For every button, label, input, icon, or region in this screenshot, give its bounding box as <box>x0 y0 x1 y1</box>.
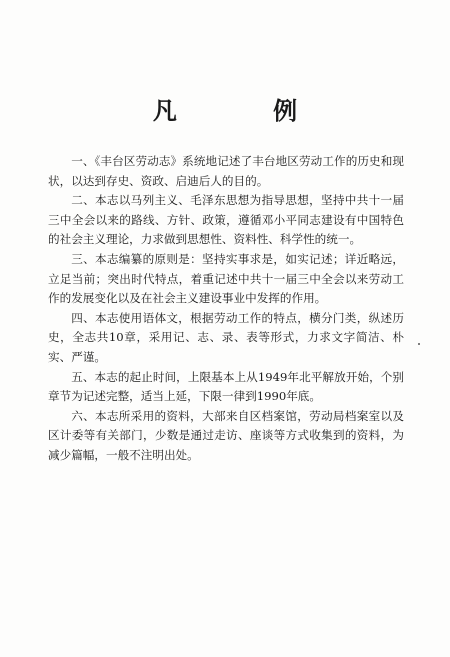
paragraph-2: 二、本志以马列主义、毛泽东思想为指导思想，坚持中共十一届三中全会以来的路线、方针、政策，遵循邓小平同志建设有中国特色的社会主义理论，力求做到思想性、资料性、科学性的统一。 <box>48 193 404 247</box>
scan-speck <box>418 343 420 345</box>
page-title: 凡 例 <box>152 96 342 125</box>
paragraph-3: 三、本志编纂的原则是：坚持实事求是，如实记述；详近略远，立足当前；突出时代特点，着重记述中共十一届三中全会以来劳动工作的发展变化以及在社会主义建设事业中发挥的作用。 <box>48 251 404 306</box>
paragraph-6: 六、本志所采用的资料，大部来自区档案馆，劳动局档案室以及区计委等有关部门，少数是通过走访、座谈等方式收集到的资料，为减少篇幅，一般不注明出处。 <box>48 408 404 462</box>
document-body <box>48 152 404 466</box>
paragraph-5: 五、本志的起止时间，上限基本上从1949年北平解放开始，个别章节为记述完整，适当上延，下限一律到1990年底。 <box>48 369 404 404</box>
paragraph-4: 四、本志使用语体文，根据劳动工作的特点，横分门类，纵述历史，全志共10章，采用记、志、录、表等形式，力求文字简洁、朴实、严谨。 <box>48 310 404 364</box>
paragraph-1: 一、《丰台区劳动志》系统地记述了丰台地区劳动工作的历史和现状，以达到存史、资政、启迪后人的目的。 <box>48 154 404 188</box>
